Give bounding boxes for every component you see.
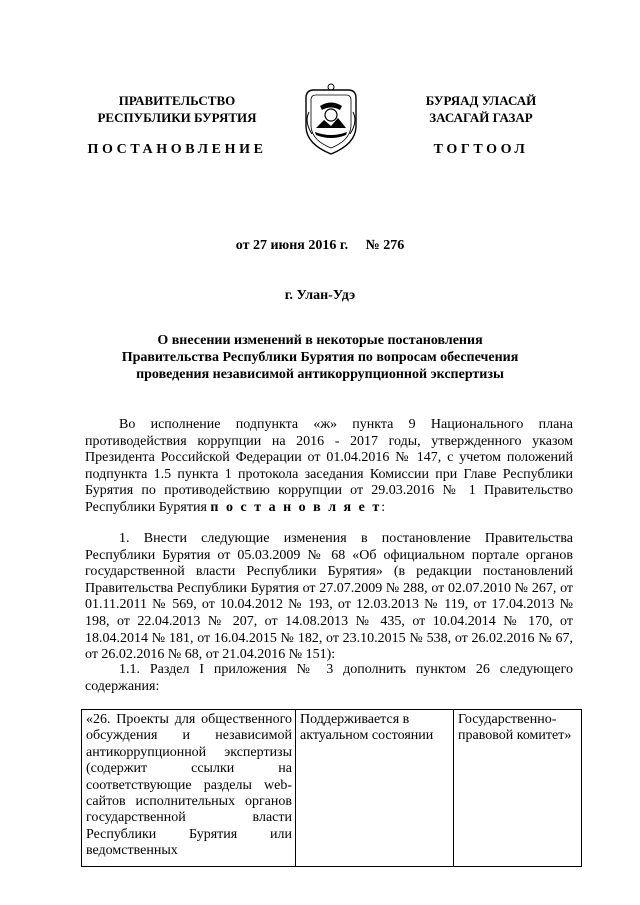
doc-type-left: ПОСТАНОВЛЕНИЕ — [87, 142, 267, 157]
title-line-3: проведения независимой антикоррупционной экспертизы — [136, 367, 504, 382]
item-1-paragraph — [85, 531, 573, 664]
decree-colon: : — [381, 499, 386, 515]
decree-word: п о с т а н о в л я е т — [210, 499, 382, 515]
city-line: г. Улан-Удэ — [284, 288, 356, 303]
title-line-1: О внесении изменений в некоторые постановления — [157, 333, 483, 348]
table-row — [82, 710, 582, 867]
date-number-line: от 27 июня 2016 г. № 276 — [235, 238, 405, 253]
document-title — [60, 332, 580, 383]
annex-table — [81, 709, 582, 867]
header-right-title — [366, 92, 596, 126]
header-right-line2: ЗАСАГАЙ ГАЗАР — [429, 110, 533, 125]
header-right-line1: БУРЯАД УЛАСАЙ — [425, 93, 537, 108]
table-cell-responsible: Государственно-правовой комитет» — [454, 710, 582, 867]
intro-paragraph — [85, 417, 573, 517]
item-1-1-text: 1.1. Раздел I приложения № 3 дополнить пунктом 26 следующего содержания: — [85, 662, 573, 694]
header-left-line2: РЕСПУБЛИКИ БУРЯТИЯ — [97, 110, 257, 125]
intro-text: Во исполнение подпункта «ж» пункта 9 Национального плана противодействия коррупции на 2016 - 2017 годы, утвержденного указом Президента Российской Федерации от 01.04.2016 № 147, с учетом положений подпункта 1.5 пункта 1 протокола заседания Комиссии при Главе Республики Бурятия по противодействию коррупции от 29.03.2016 № 1 Правительство Республики Бурятия — [85, 417, 573, 515]
item-1-text: 1. Внести следующие изменения в постановление Правительства Республики Бурятия от 05.03.2009 № 68 «Об официальном портале органов государственной власти Республики Бурятия» (в редакции постановлений Правительства Республики Бурятия от 27.07.2009 № 288, от 02.07.2010 № 267, от 01.11.2011 № 569, от 10.04.2012 № 193, от 12.03.2013 № 119, от 17.04.2013 № 198, от 22.04.2013 № 207, от 14.08.2013 № 435, от 10.04.2014 № 170, от 18.04.2014 № 181, от 16.04.2015 № 182, от 23.10.2015 № 538, от 26.02.2016 № 67, от 26.02.2016 № 68, от 21.04.2016 № 151): — [85, 531, 573, 663]
table-cell-item: «26. Проекты для общественного обсуждения и независимой антикоррупционной экспертизы (содержит ссылки на соответствующие разделы web-сайтов исполнительных органов государственной власти Республики Бурятия или ведомственных — [82, 710, 296, 867]
header-left-line1: ПРАВИТЕЛЬСТВО — [118, 93, 236, 108]
item-1-1-paragraph — [85, 662, 573, 695]
title-line-2: Правительства Республики Бурятия по вопросам обеспечения — [121, 350, 519, 365]
table-cell-status: Поддерживается в актуальном состоянии — [296, 710, 454, 867]
header-left-title — [62, 92, 292, 126]
coat-of-arms-icon — [300, 82, 362, 156]
doc-type-right: ТОГТООЛ — [433, 142, 529, 157]
